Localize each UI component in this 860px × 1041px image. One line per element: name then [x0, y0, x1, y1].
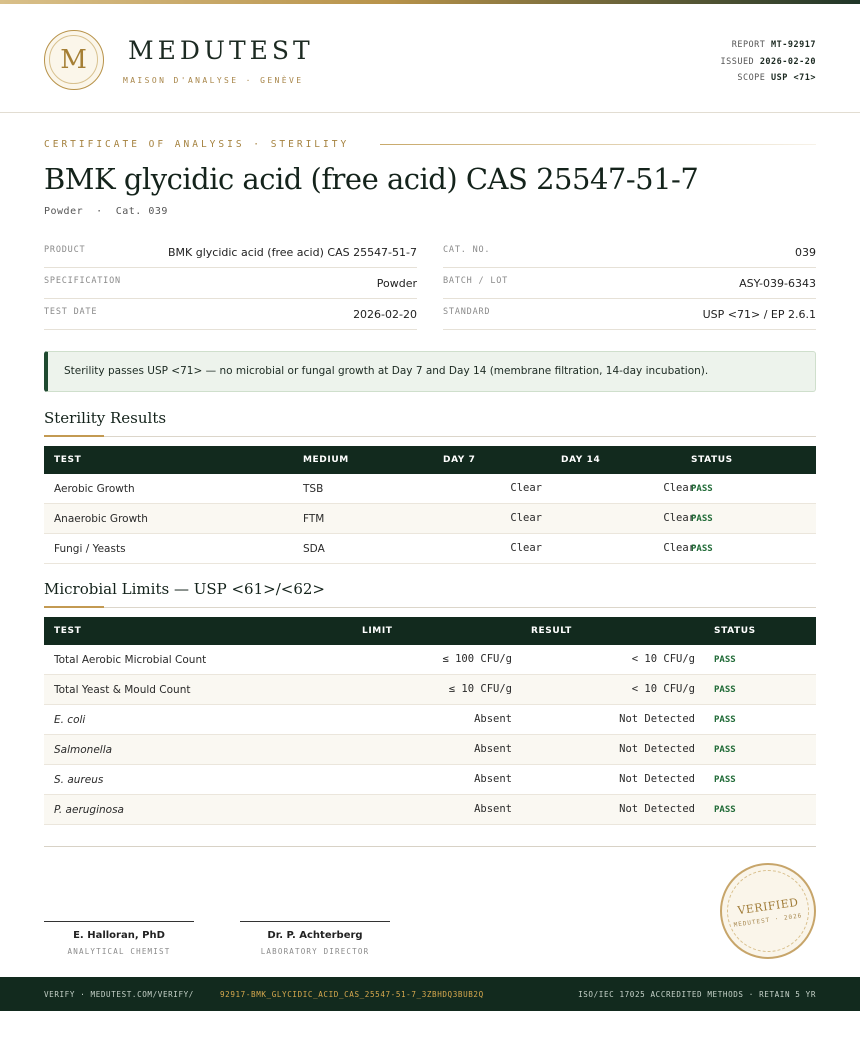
cell-test: S. aureus: [54, 774, 104, 786]
table-row: [44, 765, 816, 795]
page-subtitle: Powder · Cat. 039: [44, 206, 168, 217]
table-row: [44, 705, 816, 735]
signature-block-chemist: [44, 921, 194, 956]
cell-test: P. aeruginosa: [54, 804, 124, 816]
signature-divider: [44, 846, 816, 847]
status-badge: PASS: [714, 655, 736, 665]
column-header: TEST: [54, 455, 82, 465]
report-meta: [720, 37, 816, 87]
info-grid-left: [44, 237, 417, 330]
status-badge: PASS: [691, 544, 713, 554]
section-accent: [44, 435, 104, 437]
cell-day7: Clear: [510, 482, 542, 494]
meta-scope: [720, 70, 816, 87]
info-key: SPECIFICATION: [44, 276, 121, 286]
footer-verify-prefix: VERIFY · MEDUTEST.COM/VERIFY/: [44, 990, 194, 999]
report-header: [0, 4, 860, 113]
status-badge: PASS: [714, 685, 736, 695]
cell-limit: Absent: [474, 773, 512, 785]
cell-medium: SDA: [303, 543, 325, 555]
signature-line: [44, 921, 194, 922]
section-divider: [44, 436, 816, 437]
result-notice: [44, 351, 816, 392]
meta-issued-value: 2026-02-20: [759, 56, 816, 67]
meta-issued: [720, 54, 816, 71]
meta-report: [720, 37, 816, 54]
cell-result: Not Detected: [619, 713, 695, 725]
info-key: PRODUCT: [44, 245, 86, 255]
cell-medium: TSB: [303, 483, 324, 495]
status-badge: PASS: [714, 805, 736, 815]
info-value: 039: [795, 246, 816, 259]
brand-logo: [44, 30, 104, 90]
info-key: TEST DATE: [44, 307, 98, 317]
status-badge: PASS: [714, 715, 736, 725]
cell-medium: FTM: [303, 513, 325, 525]
result-notice-text: Sterility passes USP <71> — no microbial or fungal growth at Day 7 and Day 14 (membrane filtration, 14-day incubation).: [64, 365, 709, 377]
info-row-specification: [44, 268, 417, 299]
microbial-section-title: Microbial Limits — USP <61>/<62>: [44, 580, 325, 598]
cell-test: Aerobic Growth: [54, 483, 135, 495]
signature-block-director: [240, 921, 390, 956]
info-key: STANDARD: [443, 307, 491, 317]
certificate-label: CERTIFICATE OF ANALYSIS · STERILITY: [44, 139, 350, 150]
cell-test: Total Aerobic Microbial Count: [54, 654, 207, 666]
info-value: BMK glycidic acid (free acid) CAS 25547-51-7: [167, 246, 417, 259]
brand-logo-letter: M: [49, 35, 98, 84]
info-value: USP <71> / EP 2.6.1: [702, 308, 816, 321]
status-badge: PASS: [714, 745, 736, 755]
cell-limit: ≤ 10 CFU/g: [448, 683, 512, 695]
cell-result: < 10 CFU/g: [631, 683, 695, 695]
cell-limit: Absent: [474, 803, 512, 815]
cell-day7: Clear: [510, 542, 542, 554]
info-row-standard: [443, 299, 816, 330]
sterility-table: [44, 446, 816, 564]
column-header: STATUS: [691, 455, 733, 465]
table-row: [44, 504, 816, 534]
table-row: [44, 474, 816, 504]
info-key: CAT. NO.: [443, 245, 491, 255]
column-header: LIMIT: [362, 626, 393, 636]
footer-verify-link[interactable]: 92917-BMK_GLYCIDIC_ACID_CAS_25547-51-7_3ZBHDQ3BUB2Q: [220, 990, 484, 999]
status-badge: PASS: [691, 514, 713, 524]
info-row-product: [44, 237, 417, 268]
info-row-test-date: [44, 299, 417, 330]
meta-scope-label: SCOPE: [737, 73, 766, 83]
cell-limit: ≤ 100 CFU/g: [442, 653, 512, 665]
cell-result: Not Detected: [619, 773, 695, 785]
brand-tagline: MAISON D'ANALYSE · GENÈVE: [123, 76, 304, 85]
meta-report-label: REPORT: [731, 40, 766, 50]
info-grid-right: [443, 237, 816, 330]
cell-limit: Absent: [474, 713, 512, 725]
brand-name: MEDUTEST: [128, 36, 314, 65]
signature-name: E. Halloran, PhD: [73, 930, 165, 941]
cell-result: < 10 CFU/g: [631, 653, 695, 665]
info-row-batch-lot: [443, 268, 816, 299]
meta-report-value: MT-92917: [771, 40, 816, 50]
cell-limit: Absent: [474, 743, 512, 755]
status-badge: PASS: [714, 775, 736, 785]
table-header: [44, 446, 816, 474]
signature-name: Dr. P. Achterberg: [267, 930, 363, 941]
table-row: [44, 735, 816, 765]
column-header: STATUS: [714, 626, 756, 636]
cell-day14: Clear: [663, 482, 695, 494]
signature-role: ANALYTICAL CHEMIST: [67, 947, 171, 956]
section-accent: [44, 606, 104, 608]
cell-test: E. coli: [54, 714, 86, 726]
column-header: RESULT: [531, 626, 572, 636]
column-header: DAY 7: [443, 455, 476, 465]
cell-test: Fungi / Yeasts: [54, 543, 126, 555]
table-row: [44, 795, 816, 825]
cell-day14: Clear: [663, 542, 695, 554]
section-divider: [44, 607, 816, 608]
info-value: Powder: [376, 277, 417, 290]
cell-test: Salmonella: [54, 744, 113, 756]
table-row: [44, 645, 816, 675]
table-row: [44, 675, 816, 705]
verified-stamp: [720, 863, 816, 959]
stamp-subtitle: MEDUTEST · 2026: [733, 912, 803, 929]
cell-result: Not Detected: [619, 803, 695, 815]
cell-day14: Clear: [663, 512, 695, 524]
page-title: BMK glycidic acid (free acid) CAS 25547-51-7: [44, 162, 699, 196]
cell-test: Total Yeast & Mould Count: [54, 684, 191, 696]
footer-accreditation: ISO/IEC 17025 ACCREDITED METHODS · RETAIN 5 YR: [578, 990, 816, 999]
cell-test: Anaerobic Growth: [54, 513, 148, 525]
status-badge: PASS: [691, 484, 713, 494]
cell-result: Not Detected: [619, 743, 695, 755]
info-key: BATCH / LOT: [443, 276, 509, 286]
signature-role: LABORATORY DIRECTOR: [260, 947, 370, 956]
table-row: [44, 534, 816, 564]
info-value: ASY-039-6343: [739, 277, 816, 290]
meta-issued-label: ISSUED: [720, 56, 755, 67]
verify-footer: [0, 977, 860, 1011]
stamp-title: VERIFIED: [736, 895, 800, 918]
cell-day7: Clear: [510, 512, 542, 524]
meta-scope-value: USP <71>: [771, 73, 816, 83]
microbial-table: [44, 617, 816, 825]
info-value: 2026-02-20: [353, 308, 417, 321]
column-header: DAY 14: [561, 455, 601, 465]
signature-line: [240, 921, 390, 922]
table-header: [44, 617, 816, 645]
column-header: TEST: [54, 626, 82, 636]
column-header: MEDIUM: [303, 455, 349, 465]
sterility-section-title: Sterility Results: [44, 409, 167, 427]
info-row-cat-no: [443, 237, 816, 268]
certificate-rule: [380, 144, 816, 145]
